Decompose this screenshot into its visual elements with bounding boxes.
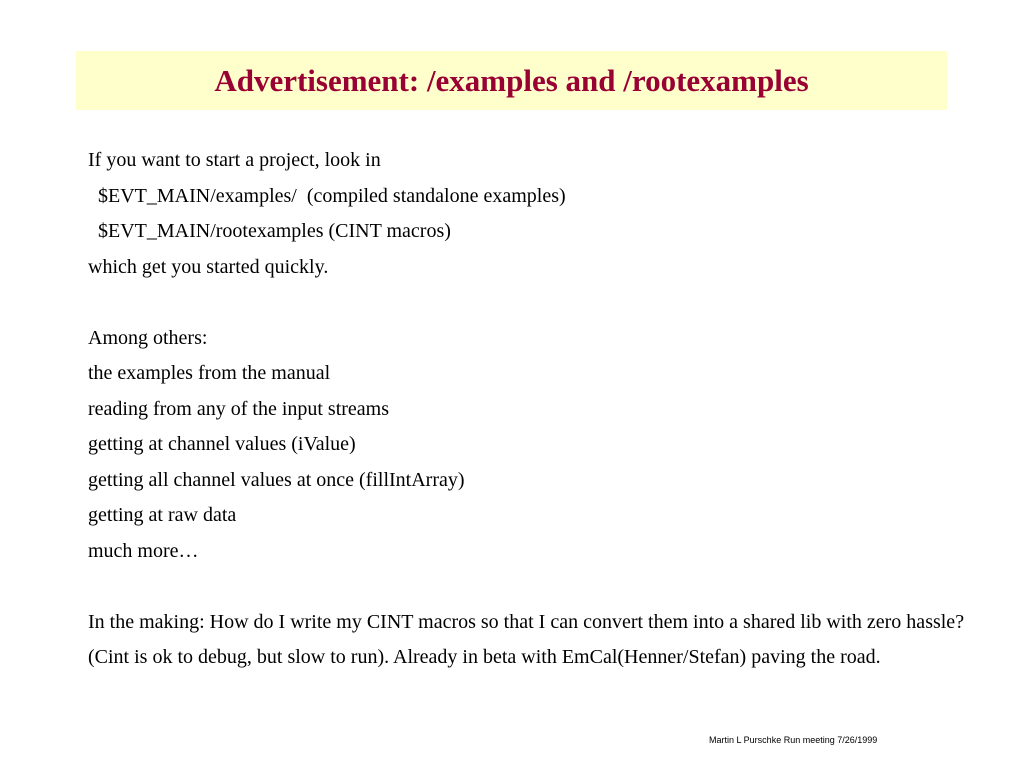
intro-line: If you want to start a project, look in <box>88 149 381 171</box>
intro-line: $EVT_MAIN/rootexamples (CINT macros) <box>88 220 451 242</box>
in-the-making-paragraph: In the making: How do I write my CINT macros so that I can convert them into a shared lib with zero hassle? (Cint is ok to debug, but slow to run). Already in beta with EmCal(Henner/Stefan) paving the road. <box>88 610 965 668</box>
list-item: getting at raw data <box>88 504 237 526</box>
list-item: getting all channel values at once (fillIntArray) <box>88 468 465 491</box>
spacer <box>88 285 988 321</box>
footer-credit: Martin L Purschke Run meeting 7/26/1999 <box>709 735 878 745</box>
slide-body <box>88 143 988 676</box>
list-item: reading from any of the input streams <box>88 397 390 420</box>
list-item: much more… <box>88 539 199 562</box>
spacer <box>88 569 988 605</box>
list-item: the examples from the manual <box>88 362 331 384</box>
title-box <box>76 51 947 110</box>
slide-title: Advertisement: /examples and /rootexamples <box>214 62 809 98</box>
among-others-heading: Among others: <box>88 326 208 349</box>
list-item: getting at channel values (iValue) <box>88 433 356 455</box>
intro-line: which get you started quickly. <box>88 255 329 278</box>
intro-line: $EVT_MAIN/examples/ (compiled standalone examples) <box>88 184 566 207</box>
